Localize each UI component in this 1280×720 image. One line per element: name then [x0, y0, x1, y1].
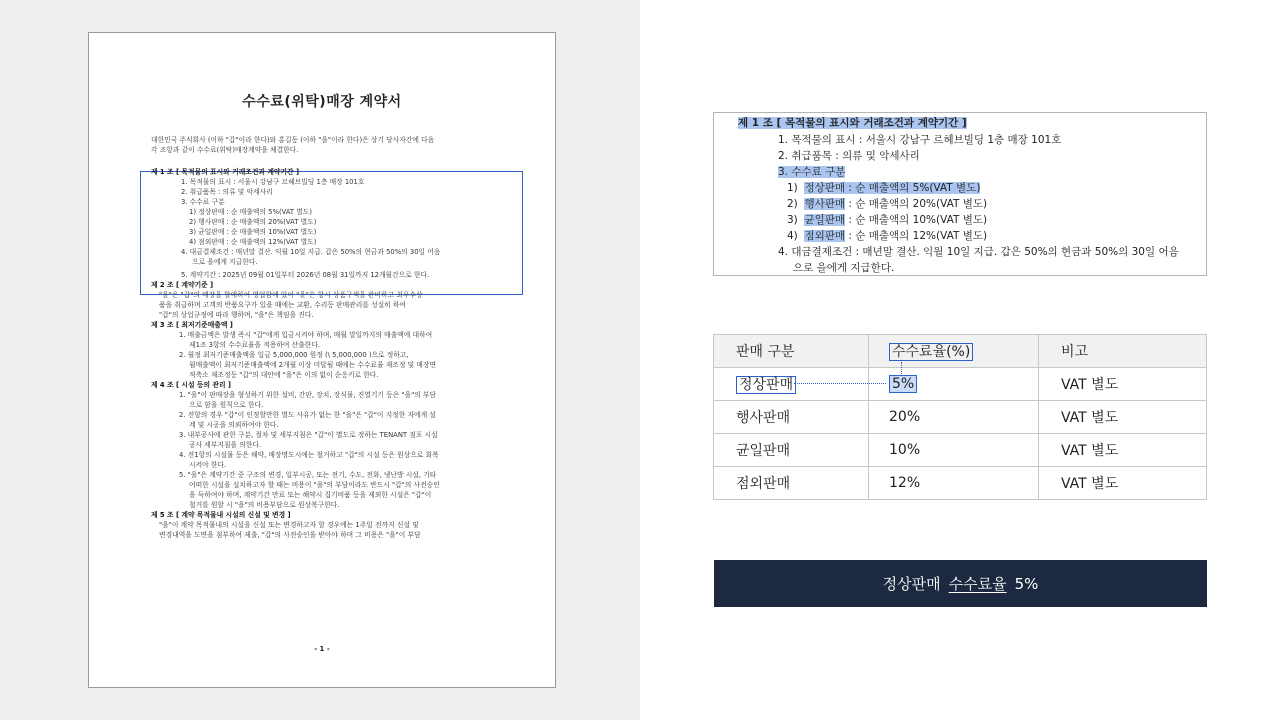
article3-line: 월매출액이 최저기준매출액에 2개월 이상 미달될 때에는 수수료율 재조정 및 매장면	[189, 361, 437, 369]
excerpt-sub-rest: : 순 매출액의 10%(VAT 별도)	[848, 214, 988, 226]
article1-excerpt	[713, 112, 1207, 276]
table-header-row	[714, 335, 1207, 368]
article3-line: 제1조 3항의 수수료율을 적용하여 산출한다.	[189, 341, 321, 349]
excerpt-sub1-highlight	[804, 182, 980, 194]
excerpt-sub-label: 행사판매	[804, 198, 846, 210]
article5-line: 변경내역을 도면을 첨부하여 제출, "갑"의 사전승인을 받아야 하며 그 비용은 "을"이 부담	[159, 531, 421, 539]
excerpt-sub-num: 1)	[787, 182, 798, 194]
article2-line: 품을 취급하며 고객의 반품요구가 있을 때에는 교환, 수리등 판매관리를 성실히 하여	[159, 301, 407, 309]
excerpt-sub-label: 정상판매	[804, 182, 846, 194]
document-body	[151, 135, 509, 540]
header-label: 비고	[1061, 344, 1089, 360]
excerpt-line: 1. 목적물의 표시 : 서울시 강남구 르헤브빌딩 1층 매장 101호	[778, 134, 1062, 146]
article3-heading: 제 3 조 [ 최저기준매출액 ]	[151, 321, 233, 329]
article4-line: 2. 전항의 경우 "갑"이 인정할만한 별도 사유가 없는 한 "을"은 "갑"이 지정한 자에게 설	[179, 411, 436, 419]
answer-banner	[714, 560, 1207, 607]
excerpt-subitem	[787, 196, 987, 212]
article5-heading: 제 5 조 [ 계약 목적물내 시설의 신설 및 변경 ]	[151, 511, 291, 519]
excerpt-line: 2. 취급품목 : 의류 및 악세사리	[778, 150, 920, 162]
table-cell: 균일판매	[714, 434, 869, 467]
article1-item-cont: 으로 을에게 지급한다.	[192, 258, 258, 266]
excerpt-subitem	[787, 180, 980, 196]
commission-rate-table	[713, 334, 1207, 500]
excerpt-line: 4. 대금결제조건 : 매년말 결산. 익월 10일 지급. 갑은 50%의 현금과 50%의 30일 어음	[778, 246, 1179, 258]
column-header	[1039, 335, 1207, 368]
connector-line-horizontal	[794, 383, 886, 384]
article1-heading: 제 1 조 [ 목적물의 표시와 거래조건과 계약기간 ]	[151, 168, 300, 176]
excerpt-heading-text: 제 1 조 [ 목적물의 표시와 거래조건과 계약기간 ]	[738, 117, 967, 129]
table-cell: VAT 별도	[1039, 467, 1207, 500]
article4-line: 으로 함을 원칙으로 한다.	[189, 401, 264, 409]
excerpt-sub-colon: :	[845, 182, 856, 194]
answer-underlined-term: 수수료율	[948, 575, 1007, 593]
article2-line: "갑"의 상업규정에 따라 행하며, "을"은 책임을 진다.	[159, 311, 314, 319]
table-cell: 10%	[869, 434, 1039, 467]
table-cell: VAT 별도	[1039, 434, 1207, 467]
table-row	[714, 368, 1207, 401]
article4-line: 5. "을"은 계약기간 중 구조의 변경, 일부시공, 또는 전기, 수도, 전화, 냉난방 시설, 기타	[179, 471, 437, 479]
excerpt-sub-label: 균일판매	[804, 214, 846, 226]
contract-page	[88, 32, 556, 688]
article1-item: 3. 수수료 구분	[181, 198, 225, 206]
table-row	[714, 434, 1207, 467]
column-header	[714, 335, 869, 368]
excerpt-sub-rest: 순 매출액의 5%(VAT 별도)	[855, 182, 981, 194]
article1-subitem: 4) 점외판매 : 순 매출액의 12%(VAT 별도)	[189, 238, 317, 246]
table-cell: 행사판매	[714, 401, 869, 434]
article1-item: 5. 계약기간 : 2025년 09월 01일부터 2026년 08월 31일까지 12개월간으로 한다.	[181, 271, 430, 279]
cell-text-highlighted: 5%	[889, 375, 917, 393]
article4-line: 계 및 시공을 의뢰하여야 한다.	[189, 421, 279, 429]
article1-item: 1. 목적물의 표시 : 서울시 강남구 르헤브빌딩 1층 매장 101호	[181, 178, 365, 186]
article1-item: 2. 취급품목 : 의류 및 악세사리	[181, 188, 273, 196]
table-cell	[869, 368, 1039, 401]
excerpt-sub-rest: : 순 매출액의 12%(VAT 별도)	[848, 230, 988, 242]
intro-line: 대한민국 주식회사 (이하 "갑"이라 한다)와 홍길동 (이하 "을"이라 한다)은 상기 당사자간에 다음	[151, 136, 435, 144]
connector-line-vertical	[901, 362, 902, 376]
cell-text-boxed: 정상판매	[736, 376, 796, 394]
article4-line: 4. 전1항의 시설물 등은 해약, 매장명도시에는 철거하고 "갑"의 시설 등은 원상으로 회복	[179, 451, 439, 459]
article4-line: 철거를 원할 시 "을"의 비용부담으로 원상복구한다.	[189, 501, 340, 509]
table-cell: VAT 별도	[1039, 368, 1207, 401]
answer-value: 5%	[1014, 574, 1039, 593]
table-cell: VAT 별도	[1039, 401, 1207, 434]
table-cell: 20%	[869, 401, 1039, 434]
article3-list	[151, 330, 509, 380]
excerpt-sub-rest: : 순 매출액의 20%(VAT 별도)	[848, 198, 988, 210]
table-row	[714, 401, 1207, 434]
article1-item: 4. 대금결제조건 : 매년말 결산. 익월 10일 지급. 갑은 50%의 현금과 50%의 30일 어음	[181, 248, 441, 256]
article3-line: 2. 월정 최저기준매출액을 일금 5,000,000 원정 (\ 5,000,000 )으로 정하고,	[179, 351, 409, 359]
document-title: 수수료(위탁)매장 계약서	[242, 94, 402, 110]
answer-prefix: 정상판매	[882, 575, 941, 593]
table-cell: 12%	[869, 467, 1039, 500]
article3-line: 적축소 재조정등 "갑"의 대안에 "을"은 이의 없이 순응키로 한다.	[189, 371, 379, 379]
article4-line: 1. "을"이 판매장을 형성하기 위한 설비, 간판, 장치, 장식물, 진열기기 등은 "을"의 부담	[179, 391, 437, 399]
article1-subitem: 2) 행사판매 : 순 매출액의 20%(VAT 별도)	[189, 218, 317, 226]
article2-heading: 제 2 조 [ 계약기준 ]	[151, 281, 214, 289]
header-label-boxed: 수수료율(%)	[889, 343, 973, 361]
intro-paragraph	[151, 135, 509, 155]
excerpt-sub-label: 점외판매	[804, 230, 846, 242]
intro-line: 각 조항과 같이 수수료(위탁)매장계약을 체결한다.	[151, 146, 299, 154]
article1-subitem: 1) 정상판매 : 순 매출액의 5%(VAT 별도)	[189, 208, 313, 216]
excerpt-line: 으로 을에게 지급한다.	[793, 262, 895, 274]
article4-heading: 제 4 조 [ 시설 등의 관리 ]	[151, 381, 232, 389]
excerpt-line3-text: 3. 수수료 구분	[778, 166, 846, 178]
article1-subitem: 3) 균일판매 : 순 매출액의 10%(VAT 별도)	[189, 228, 317, 236]
article4-line: 시켜야 한다.	[189, 461, 227, 469]
article4-line: 3. 내부공사에 관한 구분, 절차 및 세부지침은 "갑"이 별도로 정하는 TENANT 점포 시설	[179, 431, 438, 439]
excerpt-subitem	[787, 212, 987, 228]
article4-line: 공사 세부지침을 의한다.	[189, 441, 262, 449]
header-label: 판매 구분	[736, 344, 795, 360]
article4-list	[151, 390, 509, 510]
article4-line: 을 득하여야 하며, 계약기간 만료 또는 해약시 집기비품 등을 제외한 시설은 "갑"이	[189, 491, 432, 499]
excerpt-heading	[738, 115, 967, 131]
excerpt-subitem	[787, 228, 987, 244]
page-number: - 1 -	[314, 645, 330, 653]
article5-line: "을"이 계약 목적물내의 시설을 신설 또는 변경하고자 할 경우에는 1주일 전까지 신설 및	[159, 521, 419, 529]
table-cell	[714, 368, 869, 401]
column-header	[869, 335, 1039, 368]
excerpt-sub-num: 4)	[787, 230, 798, 242]
article4-line: 어떠한 시설을 설치하고자 할 때는 비용이 "을"의 부담이라도 반드시 "갑"의 사전승인	[189, 481, 440, 489]
excerpt-line	[778, 164, 845, 180]
excerpt-sub-num: 2)	[787, 198, 798, 210]
article3-line: 1. 매출금액은 발생 즉시 "갑"에게 입금시켜야 하며, 매월 말일까지의 매출액에 대하여	[179, 331, 433, 339]
excerpt-sub-num: 3)	[787, 214, 798, 226]
article2-line: "을"은 "갑"의 매장을 할애하여 영업함에 있어 "을"은 항시 상품구색을 완비하고 최우수상	[159, 291, 423, 299]
table-row	[714, 467, 1207, 500]
table-cell: 점외판매	[714, 467, 869, 500]
